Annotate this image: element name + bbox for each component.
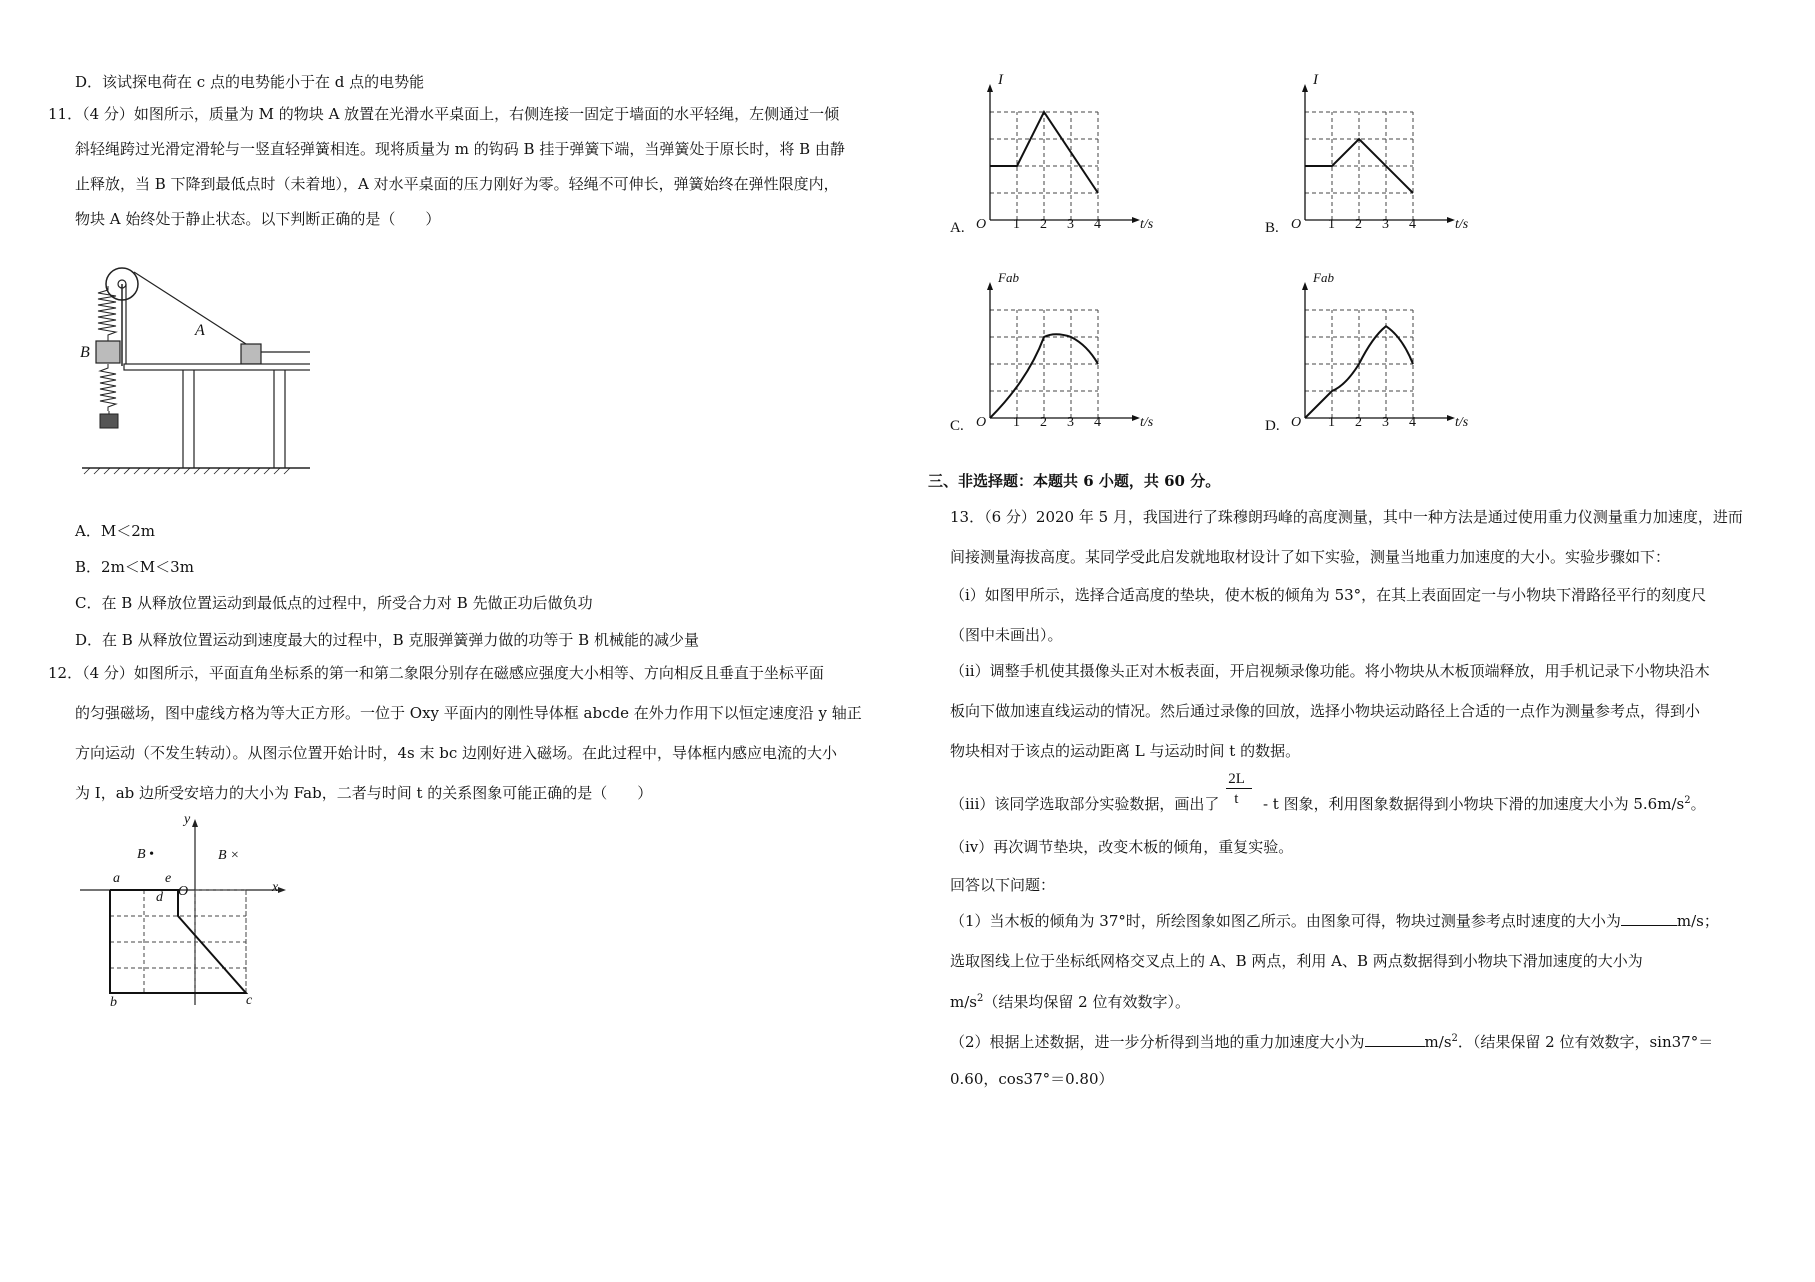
q13-a1-l3-pre: m/s <box>950 993 977 1011</box>
graph-tick-3: 3 <box>1382 415 1389 430</box>
q13-step-2: （ii）调整手机使其摄像头正对木板表面，开启视频录像功能。将小物块从木板顶端释放，用手机记录下小物块沿木 <box>950 662 1710 680</box>
q13-step-3-pre: （iii）该同学选取部分实验数据，画出了 <box>950 795 1220 813</box>
q12-label-e: e <box>165 871 172 886</box>
q13-answer-1-line3 <box>950 988 1190 1013</box>
graph-origin: O <box>1291 415 1302 430</box>
q13-frac-num: 2L <box>1228 771 1245 787</box>
graph-origin: O <box>976 415 987 430</box>
graph-x-label: t/s <box>1140 415 1154 430</box>
q11-line-3: 止释放，当 B 下降到最低点时（未着地），A 对水平桌面的压力刚好为零。轻绳不可伸长，弹簧始终在弹性限度内， <box>75 175 839 193</box>
q13-line-1: 13．（6 分）2020 年 5 月，我国进行了珠穆朗玛峰的高度测量，其中一种方法是通过使用重力仪测量重力加速度，进而 <box>950 508 1743 526</box>
graph-option-b <box>1265 70 1485 240</box>
graph-option-d <box>1265 268 1485 438</box>
q12-label-x: x <box>272 880 279 895</box>
graph-tick-4: 4 <box>1094 217 1101 232</box>
graph-tick-3: 3 <box>1067 217 1074 232</box>
graph-y-label: I <box>1313 72 1318 88</box>
graph-tick-1: 1 <box>1013 217 1020 232</box>
graph-tick-3: 3 <box>1067 415 1074 430</box>
q13-a1-pre: （1）当木板的倾角为 37°时，所绘图象如图乙所示。由图象可得，物块过测量参考点时速度的大小为 <box>950 912 1621 930</box>
graph-option-label: B. <box>1265 220 1279 236</box>
graph-origin: O <box>1291 217 1302 232</box>
q13-step-3-post: - t 图象，利用图象数据得到小物块下滑的加速度大小为 5.6m/s <box>1262 795 1685 813</box>
q10-option-d: D．该试探电荷在 c 点的电势能小于在 d 点的电势能 <box>75 73 425 91</box>
graph-tick-2: 2 <box>1040 415 1047 430</box>
q12-line-3: 方向运动（不发生转动）。从图示位置开始计时，4s 末 bc 边刚好进入磁场。在此过程中，导体框内感应电流的大小 <box>75 744 838 762</box>
q11-line-1: 11．（4 分）如图所示，质量为 M 的物块 A 放置在光滑水平桌面上，右侧连接一固定于墙面的水平轻绳，左侧通过一倾 <box>48 105 840 123</box>
graph-x-label: t/s <box>1455 217 1469 232</box>
q11-option-b: B．2m＜M＜3m <box>75 558 194 576</box>
q13-answer-1-line2: 选取图线上位于坐标纸网格交叉点上的 A、B 两点，利用 A、B 两点数据得到小物块下滑加速度的大小为 <box>950 952 1643 970</box>
graph-tick-2: 2 <box>1355 217 1362 232</box>
q13-a2-post: ．（结果保留 2 位有效数字，sin37°＝ <box>1457 1033 1714 1051</box>
graph-tick-2: 2 <box>1040 217 1047 232</box>
q13-a2-blank[interactable] <box>1365 1032 1425 1047</box>
q13-a2-pre: （2）根据上述数据，进一步分析得到当地的重力加速度大小为 <box>950 1033 1365 1051</box>
q13-a1-unit: m/s； <box>1676 912 1719 930</box>
q11-label-b: B <box>80 344 90 361</box>
q13-a2-sup: 2 <box>1451 1033 1458 1044</box>
q13-step-2-cont: 板向下做加速直线运动的情况。然后通过录像的回放，选择小物块运动路径上合适的一点作为测量参考点，得到小 <box>950 702 1701 720</box>
graph-tick-3: 3 <box>1382 217 1389 232</box>
q13-step-4: （iv）再次调节垫块，改变木板的倾角，重复实验。 <box>950 838 1294 856</box>
q12-label-c: c <box>246 993 253 1008</box>
graph-curve <box>990 112 1098 193</box>
q12-line-2: 的匀强磁场，图中虚线方格为等大正方形。一位于 Oxy 平面内的刚性导体框 abcde 在外力作用下以恒定速度沿 y 轴正 <box>75 704 862 722</box>
q13-step-1: （i）如图甲所示，选择合适高度的垫块，使木板的倾角为 53°，在其上表面固定一与小物块下滑路径平行的刻度尺 <box>950 586 1707 604</box>
graph-tick-4: 4 <box>1409 415 1416 430</box>
graph-tick-4: 4 <box>1094 415 1101 430</box>
graph-x-label: t/s <box>1455 415 1469 430</box>
graph-option-a <box>950 70 1170 240</box>
graph-tick-1: 1 <box>1328 217 1335 232</box>
q11-option-a: A．M＜2m <box>75 522 155 540</box>
q13-step-3-sup: 2 <box>1684 795 1691 806</box>
graph-option-label: A. <box>950 220 965 236</box>
q13-answer-1 <box>950 910 1719 932</box>
q12-label-d: d <box>156 890 163 905</box>
graph-tick-2: 2 <box>1355 415 1362 430</box>
graph-option-c <box>950 268 1170 438</box>
q13-line-2: 间接测量海拔高度。某同学受此启发就地取材设计了如下实验，测量当地重力加速度的大小。实验步骤如下： <box>950 548 1671 566</box>
graph-y-label: Fab <box>998 270 1019 285</box>
q11-line-4: 物块 A 始终处于静止状态。以下判断正确的是（ ） <box>75 210 441 228</box>
q11-option-c: C．在 B 从释放位置运动到最低点的过程中，所受合力对 B 先做正功后做负功 <box>75 594 593 612</box>
graph-x-label: t/s <box>1140 217 1154 232</box>
q12-label-b-dot: B • <box>137 847 154 862</box>
q11-figure <box>78 256 310 476</box>
section-3-heading: 三、非选择题：本题共 6 小题，共 60 分。 <box>928 472 1221 490</box>
q13-frac-bar <box>1226 788 1252 789</box>
q12-label-y: y <box>184 812 191 827</box>
graph-option-label: C. <box>950 418 964 434</box>
q13-a2-unit: m/s <box>1424 1033 1452 1051</box>
q13-answer-2-line2: 0.60，cos37°＝0.80） <box>950 1070 1114 1088</box>
graph-origin: O <box>976 217 987 232</box>
q13-fraction <box>1224 771 1258 812</box>
q13-frac-den: t <box>1234 791 1239 807</box>
q12-label-o: O <box>178 884 189 899</box>
q12-label-b-cross: B × <box>218 848 240 863</box>
q12-figure <box>78 815 288 1015</box>
q12-label-b: b <box>110 995 117 1010</box>
graph-tick-4: 4 <box>1409 217 1416 232</box>
q11-line-2: 斜轻绳跨过光滑定滑轮与一竖直轻弹簧相连。现将质量为 m 的钩码 B 挂于弹簧下端，当弹簧处于原长时，将 B 由静 <box>75 140 845 158</box>
q13-step-2-cont2: 物块相对于该点的运动距离 L 与运动时间 t 的数据。 <box>950 742 1301 760</box>
q13-answer-2 <box>950 1028 1713 1053</box>
q13-step-3 <box>950 771 1706 815</box>
q13-a1-blank[interactable] <box>1621 911 1677 926</box>
q13-step-3-end: 。 <box>1690 795 1706 813</box>
q12-line-4: 为 I，ab 边所受安培力的大小为 Fab，二者与时间 t 的关系图象可能正确的是（ ） <box>75 784 653 802</box>
graph-y-label: Fab <box>1313 270 1334 285</box>
graph-option-label: D. <box>1265 418 1280 434</box>
q11-option-d: D．在 B 从释放位置运动到速度最大的过程中，B 克服弹簧弹力做的功等于 B 机械能的减少量 <box>75 631 699 649</box>
q13-a1-l3-sup: 2 <box>976 993 984 1004</box>
graph-y-label: I <box>998 72 1003 88</box>
q13-answer-intro: 回答以下问题： <box>950 876 1056 894</box>
q11-label-a: A <box>195 322 205 339</box>
q12-label-a: a <box>113 871 120 886</box>
q13-step-1-cont: （图中未画出）。 <box>950 626 1063 644</box>
q13-a1-l3-post: （结果均保留 2 位有效数字）。 <box>983 993 1190 1011</box>
q12-line-1: 12．（4 分）如图所示，平面直角坐标系的第一和第二象限分别存在磁感应强度大小相等、方向相反且垂直于坐标平面 <box>48 664 824 682</box>
graph-tick-1: 1 <box>1328 415 1335 430</box>
graph-tick-1: 1 <box>1013 415 1020 430</box>
